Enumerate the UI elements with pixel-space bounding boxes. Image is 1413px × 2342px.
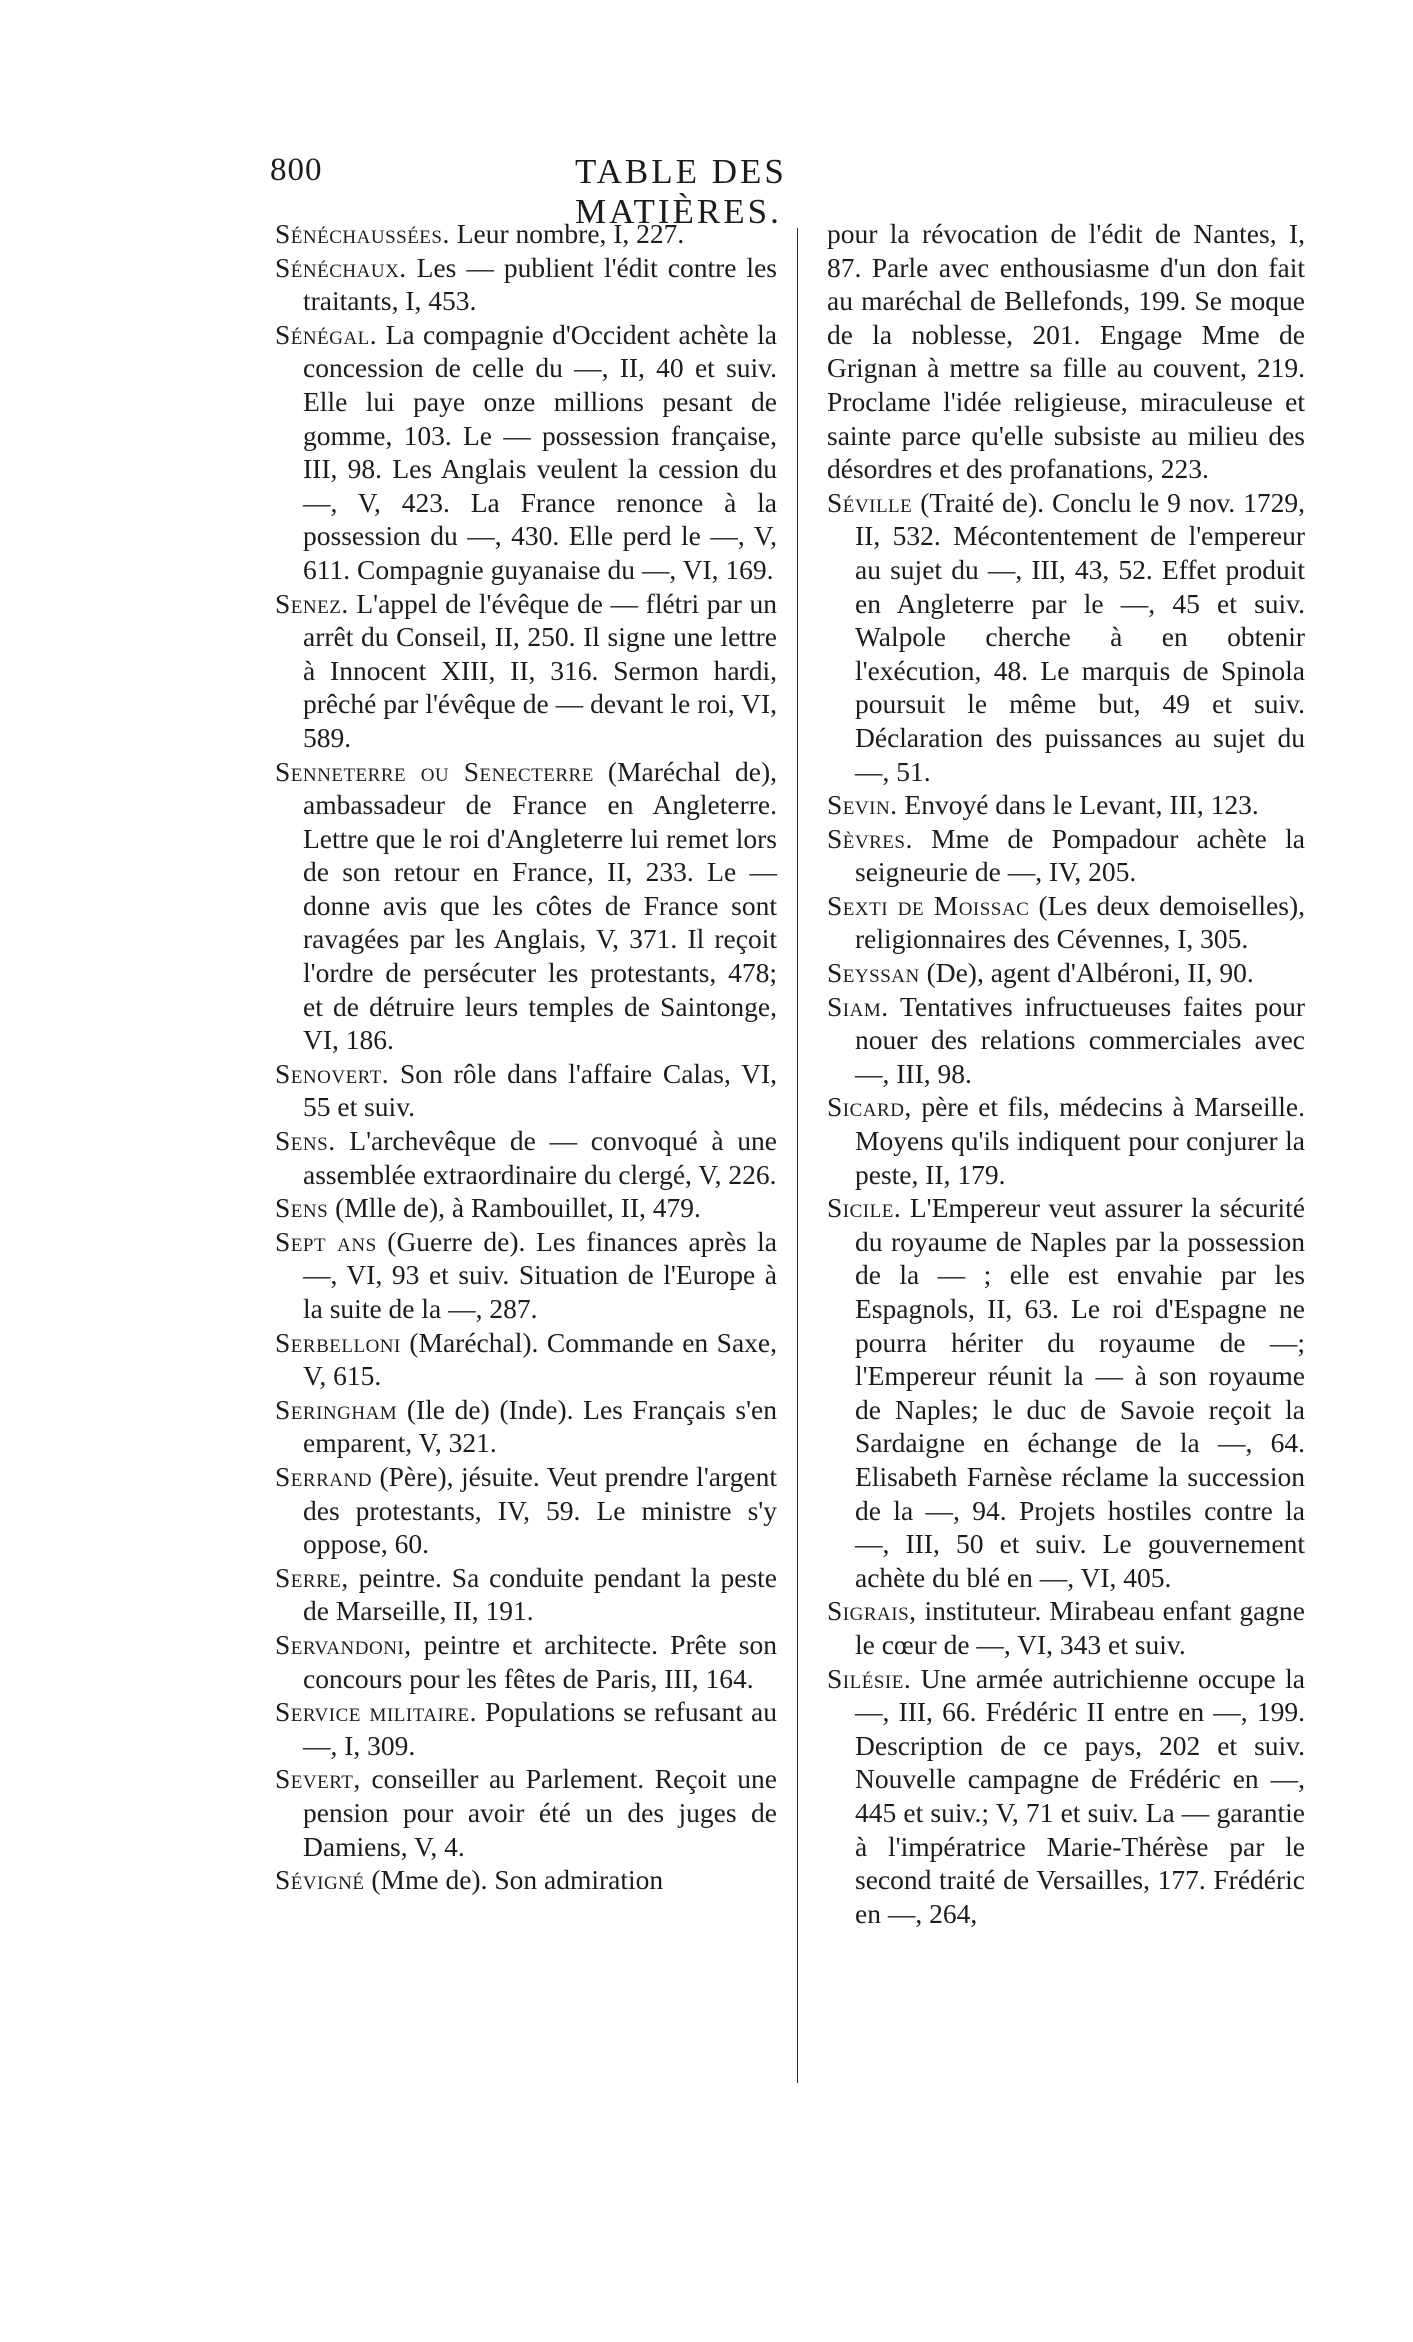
entry-term: Service militaire. [275, 1696, 477, 1728]
entry-term: Sénégal. [275, 318, 378, 350]
index-entry [275, 1762, 777, 1863]
entry-term: Sexti de Moissac [827, 889, 1030, 921]
entry-text: (Ile de) (Inde). Les Français s'en emparent, V, 321. [303, 1393, 777, 1459]
index-entry [275, 1393, 777, 1460]
entry-term: Sevin. [827, 789, 898, 821]
index-entry [827, 1594, 1305, 1661]
entry-term: Sicard, [827, 1091, 912, 1123]
index-entry [827, 822, 1305, 889]
index-entry [275, 1628, 777, 1695]
entry-text: (Mlle de), à Rambouillet, II, 479. [328, 1192, 701, 1224]
entry-term: Sens [275, 1192, 329, 1224]
entry-text: pour la révocation de l'édit de Nantes, I, 87. Parle avec enthousiasme d'un don fait au maréchal de Bellefonds, 199. Se moque de la noblesse, 201. Engage Mme de Grignan à mettre sa fille au couvent, 219. Proclame l'idée religieuse, miraculeuse et sainte parce qu'elle subsiste au milieu des désordres et des profanations, 223. [827, 218, 1305, 485]
index-entry [827, 956, 1305, 990]
index-entry [275, 318, 777, 587]
entry-term: Senovert. [275, 1057, 390, 1089]
index-entry [275, 755, 777, 1057]
index-entry [827, 990, 1305, 1091]
index-entry [827, 788, 1305, 822]
entry-text: (De), agent d'Albéroni, II, 90. [919, 957, 1254, 989]
index-entry [275, 1057, 777, 1124]
running-title: TABLE DES MATIÈRES. [575, 152, 787, 231]
entry-text: Son rôle dans l'affaire Calas, VI, 55 et suiv. [303, 1057, 777, 1123]
left-column [275, 217, 777, 1897]
index-entry [275, 1191, 777, 1225]
entry-term: Sèvres. [827, 822, 913, 854]
entry-text: (Maréchal). Commande en Saxe, V, 615. [303, 1326, 777, 1392]
entry-text: (Les deux demoiselles), religionnaires des Cévennes, I, 305. [855, 889, 1306, 955]
index-entry [827, 486, 1305, 788]
entry-term: Sigrais, [827, 1595, 917, 1627]
index-entry [275, 251, 777, 318]
entry-text: Les — publient l'édit contre les traitants, I, 453. [303, 251, 777, 317]
entry-text: instituteur. Mirabeau enfant gagne le cœur de —, VI, 343 et suiv. [855, 1595, 1305, 1660]
entry-text: Populations se refusant au —, I, 309. [303, 1696, 777, 1761]
entry-term: Silésie. [827, 1662, 912, 1694]
entry-text: (Mme de). Son admiration [364, 1864, 664, 1896]
index-entry [275, 1863, 777, 1897]
entry-text: L'archevêque de — convoqué à une assemblée extraordinaire du clergé, V, 226. [303, 1125, 777, 1190]
entry-text: L'Empereur veut assurer la sécurité du royaume de Naples par la possession de la — ; elle est envahie par les Espagnols, II, 63. Le roi d'Espagne ne pourra hériter du royaume de —; l'Empereur réunit la — à son royaume de Naples; le duc de Savoie reçoit la Sardaigne en échange de la —, 64. Elisabeth Farnèse réclame la succession de la —, 94. Projets hostiles contre la —, III, 50 et suiv. Le gouvernement achète du blé en —, VI, 405. [855, 1192, 1305, 1593]
index-entry [275, 1460, 777, 1561]
entry-term: Serre, [275, 1561, 349, 1593]
index-entry [827, 889, 1305, 956]
entry-term: Sénéchaussées. [275, 218, 450, 249]
index-entry [275, 1695, 777, 1762]
index-entry [275, 217, 777, 251]
entry-term: Serrand [275, 1460, 372, 1492]
entry-text: Envoyé dans le Levant, III, 123. [897, 789, 1259, 821]
index-entry [275, 1326, 777, 1393]
entry-term: Senneterre ou Senecterre [275, 755, 594, 787]
entry-term: Sept ans [275, 1225, 377, 1257]
index-entry [827, 1662, 1305, 1931]
entry-text: Tentatives infructueuses faites pour nouer des relations commerciales avec —, III, 98. [855, 990, 1305, 1089]
entry-term: Séville [827, 486, 913, 518]
right-column [827, 217, 1305, 1930]
index-entry [275, 1561, 777, 1628]
entry-text: (Traité de). Conclu le 9 nov. 1729, II, 532. Mécontentement de l'empereur au sujet du —, III, 43, 52. Effet produit en Angleterre par le —, 45 et suiv. Walpole cherche à en obtenir l'exécution, 48. Le marquis de Spinola poursuit le même but, 49 et suiv. Déclaration des puissances au sujet du —, 51. [855, 486, 1305, 787]
index-entry [275, 587, 777, 755]
index-entry [275, 1225, 777, 1326]
entry-text: La compagnie d'Occident achète la concession de celle du —, II, 40 et suiv. Elle lui paye onze millions pesant de gomme, 103. Le — possession française, III, 98. Les Anglais veulent la cession du —, V, 423. La France renonce à la possession du —, 430. Elle perd le —, V, 611. Compagnie guyanaise du —, VI, 169. [303, 318, 777, 585]
entry-term: Sens. [275, 1125, 336, 1157]
column-divider [797, 228, 798, 2083]
entry-text: Mme de Pompadour achète la seigneurie de —, IV, 205. [855, 822, 1305, 888]
index-entry [275, 1124, 777, 1191]
entry-text: Leur nombre, I, 227. [449, 218, 685, 249]
entry-text: L'appel de l'évêque de — flétri par un arrêt du Conseil, II, 250. Il signe une lettre à Innocent XIII, II, 316. Sermon hardi, prêché par l'évêque de — devant le roi, VI, 589. [303, 587, 777, 753]
index-entry [827, 217, 1305, 486]
entry-term: Sicile. [827, 1192, 902, 1224]
entry-term: Serbelloni [275, 1326, 401, 1358]
entry-text: Une armée autrichienne occupe la —, III, 66. Frédéric II entre en —, 199. Description de ce pays, 202 et suiv. Nouvelle campagne de Frédéric en —, 445 et suiv.; V, 71 et suiv. La — garantie à l'impératrice Marie-Thérèse par le second traité de Versailles, 177. Frédéric en —, 264, [855, 1662, 1305, 1929]
entry-text: (Père), jésuite. Veut prendre l'argent des protestants, IV, 59. Le ministre s'y oppose, 60. [303, 1460, 777, 1560]
entry-term: Servandoni, [275, 1628, 412, 1660]
entry-term: Siam. [827, 990, 889, 1022]
page-number: 800 [270, 152, 323, 188]
entry-text: père et fils, médecins à Marseille. Moyens qu'ils indiquent pour conjurer la peste, II, 179. [855, 1091, 1305, 1190]
entry-term: Sévigné [275, 1864, 365, 1896]
entry-text: (Maréchal de), ambassadeur de France en Angleterre. Lettre que le roi d'Angleterre lui remet lors de son retour en France, II, 233. Le — donne avis que les côtes de France sont ravagées par les Anglais, V, 371. Il reçoit l'ordre de persécuter les protestants, 478; et de détruire leurs temples de Saintonge, VI, 186. [303, 755, 777, 1056]
entry-term: Senez. [275, 587, 349, 619]
entry-text: peintre et architecte. Prête son concours pour les fêtes de Paris, III, 164. [303, 1628, 777, 1694]
entry-term: Sénéchaux. [275, 251, 407, 283]
entry-term: Seyssan [827, 957, 920, 989]
entry-text: peintre. Sa conduite pendant la peste de Marseille, II, 191. [303, 1561, 777, 1627]
entry-term: Severt, [275, 1763, 361, 1795]
page-header [270, 152, 1000, 231]
index-entry [827, 1191, 1305, 1594]
entry-term: Seringham [275, 1393, 398, 1425]
entry-text: (Guerre de). Les finances après la —, VI, 93 et suiv. Situation de l'Europe à la suite de la —, 287. [303, 1225, 777, 1324]
entry-text: conseiller au Parlement. Reçoit une pension pour avoir été un des juges de Damiens, V, 4. [303, 1763, 777, 1862]
index-entry [827, 1090, 1305, 1191]
